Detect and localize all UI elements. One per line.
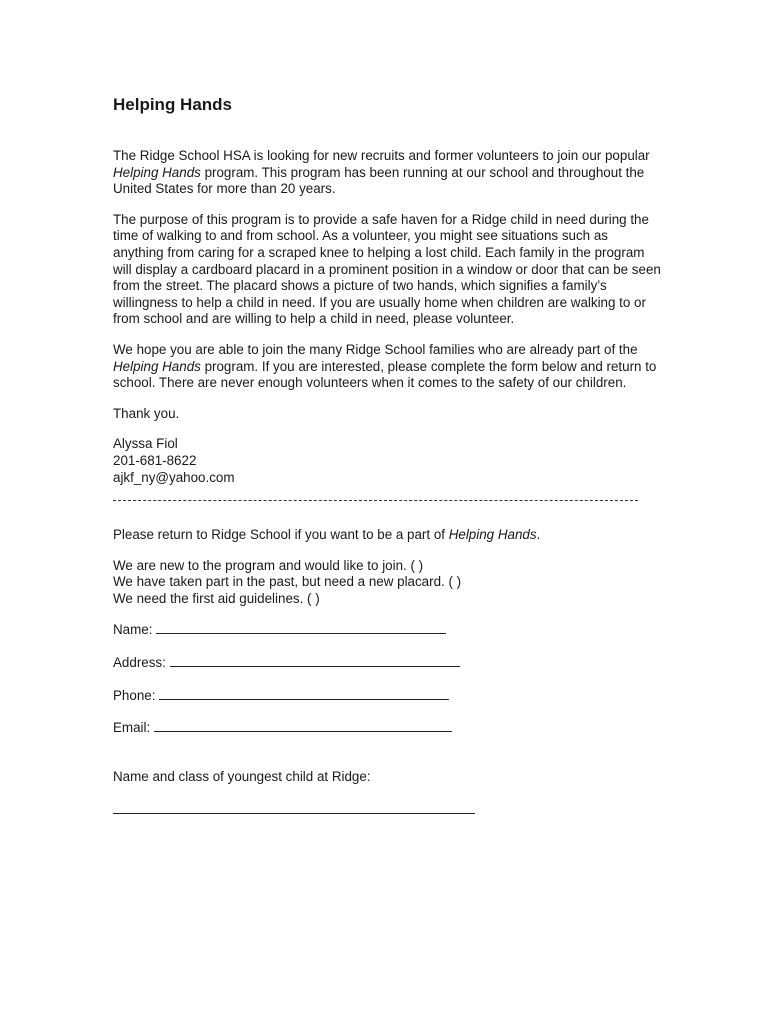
phone-field-label: Phone: [113,687,156,703]
option-first-aid[interactable]: We need the first aid guidelines. ( ) [113,590,320,606]
name-field-label: Name: [113,622,153,638]
intro-text-1: The Ridge School HSA is looking for new recruits and former volunteers to join our popular [113,148,650,163]
return-text-1: Please return to Ridge School if you want to be a part of [113,527,449,543]
option-new-member[interactable]: We are new to the program and would like to join. ( ) [113,557,424,573]
hope-text-1: We hope you are able to join the many Ridge School families who are already part of the [113,341,638,357]
signature-email: ajkf_ny@yahoo.com [113,469,235,485]
return-text-2: . [536,527,541,543]
signature-block [113,436,661,486]
return-program-name: Helping Hands [448,527,537,543]
phone-field [113,687,661,705]
youngest-child-blank[interactable] [113,813,475,814]
address-field [113,654,661,672]
document-content [113,94,661,814]
intro-program-name: Helping Hands [113,164,201,180]
hope-program-name: Helping Hands [113,358,201,374]
signature-name: Alyssa Fiol [113,436,178,452]
thanks-text: Thank you. [113,405,180,421]
email-field [113,719,661,737]
return-note [113,527,661,544]
email-field-label: Email: [113,720,151,736]
hope-text-2: program. If you are interested, please complete the form below and return to school. There are never enough volunteers when it comes to the safety of our children. [113,358,657,391]
intro-text-2: program. This program has been running at our school and throughout the United States for more than 20 years. [113,164,645,197]
address-field-blank[interactable] [170,654,460,667]
signature-phone: 201-681-8622 [113,452,197,468]
option-new-placard[interactable]: We have taken part in the past, but need a new placard. ( ) [113,574,462,590]
phone-field-blank[interactable] [159,687,449,700]
name-field [113,621,661,639]
youngest-child-label: Name and class of youngest child at Ridge: [113,768,371,784]
name-field-blank[interactable] [156,621,446,634]
email-field-blank[interactable] [154,719,452,732]
purpose-paragraph: The purpose of this program is to provide a safe haven for a Ridge child in need during the time of walking to and from school. As a volunteer, you might see situations such as anything from caring for a scraped knee to helping a lost child. Each family in the program will display a cardboard placard in a prominent position in a window or door that can be seen from the street. The placard shows a picture of two hands, which signifies a family’s willingness to help a child in need. If you are usually home when children are walking to or from school and are willing to help a child in need, please volunteer. [113,211,661,327]
intro-paragraph [113,148,661,198]
options-list [113,558,661,608]
address-field-label: Address: [113,655,166,671]
cut-line-divider [113,500,638,501]
hope-paragraph [113,342,661,392]
document-title: Helping Hands [113,95,233,114]
